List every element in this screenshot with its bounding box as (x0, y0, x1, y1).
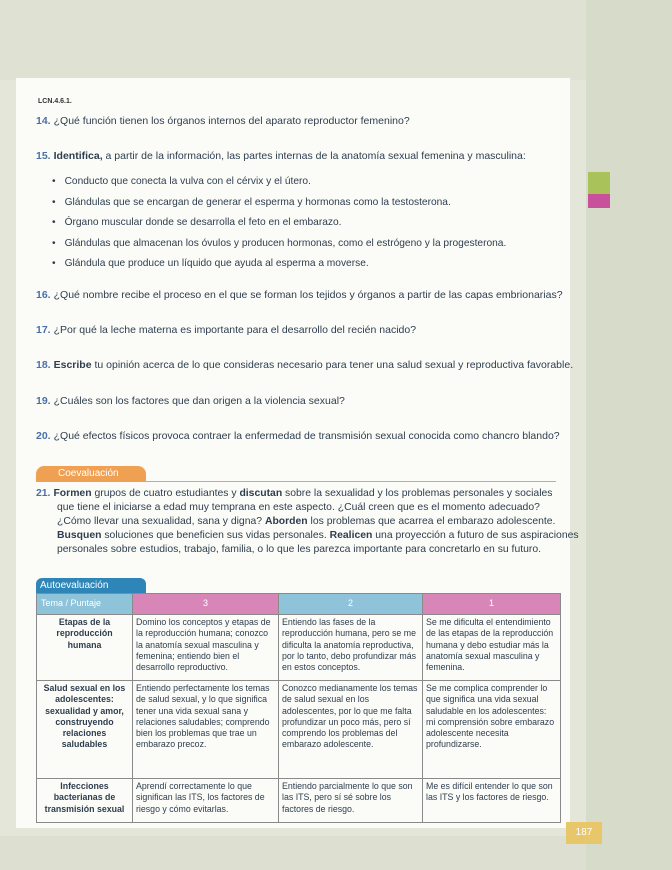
list-item: • Glándulas que almacenan los óvulos y producen hormonas, como el estrógeno y la progesterona. (52, 234, 506, 255)
row-topic: Infecciones bacterianas de transmisión sexual (37, 779, 133, 823)
list-item: • Glándulas que se encargan de generar el esperma y hormonas como la testosterona. (52, 193, 506, 214)
list-item: • Glándula que produce un líquido que ayuda al esperma a moverse. (52, 254, 506, 275)
header-tema: Tema / Puntaje (37, 594, 133, 615)
question-19: 19. ¿Cuáles son los factores que dan origen a la violencia sexual? (36, 395, 345, 407)
question-16: 16. ¿Qué nombre recibe el proceso en el que se forman los tejidos y órganos a partir de las capas embrionarias? (36, 289, 563, 301)
row-topic: Etapas de la reproducción humana (37, 615, 133, 681)
cell-score-3: Aprendí correctamente lo que significan las ITS, los factores de riesgo y cómo evitarlas. (133, 779, 279, 823)
right-margin-strip (586, 0, 672, 870)
row-topic: Salud sexual en los adolescentes: sexualidad y amor, construyendo relaciones saludables (37, 681, 133, 779)
page-number: 187 (566, 822, 602, 844)
cell-score-1: Me es difícil entender lo que son las ITS y los factores de riesgo. (423, 779, 561, 823)
question-15: 15. Identifica, a partir de la información, las partes internas de la anatomía sexual femenina y masculina: (36, 150, 526, 162)
question-14: 14. ¿Qué función tienen los órganos internos del aparato reproductor femenino? (36, 115, 410, 127)
header-score-2: 2 (279, 594, 423, 615)
question-18: 18. Escribe tu opinión acerca de lo que consideras necesario para tener una salud sexual y reproductiva favorable. (36, 359, 574, 371)
table-header-row (37, 594, 561, 615)
coevaluacion-title: Coevaluación (58, 468, 119, 479)
coevaluacion-rule (36, 481, 556, 482)
table-row (37, 615, 561, 681)
table-row (37, 681, 561, 779)
question-20: 20. ¿Qué efectos físicos provoca contraer la enfermedad de transmisión sexual conocida como chancro blando? (36, 430, 560, 442)
cell-score-3: Entiendo perfectamente los temas de salud sexual, y lo que significa tener una vida sexual sana y relaciones saludables; comprendo bien los problemas que trae un embarazo precoz. (133, 681, 279, 779)
cell-score-2: Entiendo las fases de la reproducción humana, pero se me dificulta la anatomía reproductiva, por lo tanto, debo profundizar más en estos conceptos. (279, 615, 423, 681)
cell-score-3: Domino los conceptos y etapas de la reproducción humana; conozco la anatomía sexual masculina y femenina; entiendo bien el desarrollo reproductivo. (133, 615, 279, 681)
list-item: • Órgano muscular donde se desarrolla el feto en el embarazo. (52, 213, 506, 234)
autoevaluacion-title: Autoevaluación (40, 580, 109, 591)
list-item: • Conducto que conecta la vulva con el cérvix y el útero. (52, 172, 506, 193)
cell-score-1: Se me complica comprender lo que significa una vida sexual saludable en los adolescentes: mi comprensión sobre embarazo adolescente necesita profundizarse. (423, 681, 561, 779)
header-score-1: 1 (423, 594, 561, 615)
header-score-3: 3 (133, 594, 279, 615)
pink-tab-marker (588, 194, 610, 208)
page-top-margin (0, 0, 672, 80)
green-tab-marker (588, 172, 610, 194)
cell-score-2: Entiendo parcialmente lo que son las ITS, pero sí sé sobre los factores de riesgo. (279, 779, 423, 823)
bullet-list (52, 172, 506, 275)
cell-score-1: Se me dificulta el entendimiento de las etapas de la reproducción humana y debo estudiar más la anatomía sexual masculina y femenina. (423, 615, 561, 681)
question-17: 17. ¿Por qué la leche materna es importante para el desarrollo del recién nacido? (36, 324, 417, 336)
self-assessment-table (36, 593, 561, 823)
table-row (37, 779, 561, 823)
curriculum-code: LCN.4.6.1. (38, 98, 72, 105)
cell-score-2: Conozco medianamente los temas de salud sexual en los adolescentes, por lo que me falta profundizar un poco más, pero sí comprendo los problemas del embarazo adolescente. (279, 681, 423, 779)
question-21: 21. Formen grupos de cuatro estudiantes y discutan sobre la sexualidad y los problemas personales y sociales que tiene el iniciarse a edad muy temprana en este aspecto. ¿Cuál creen que es el momento adecuado? ¿Cómo llevar una sexualidad, sana y digna? Aborden los problemas que acarrea el embarazo adolescente. Busquen soluciones que beneficien sus vidas personales. Realicen una proyección a futuro de sus aspiraciones personales sobre estudios, trabajo, familia, o lo que les parezca importante para concretarlo en su futuro. (36, 488, 579, 555)
